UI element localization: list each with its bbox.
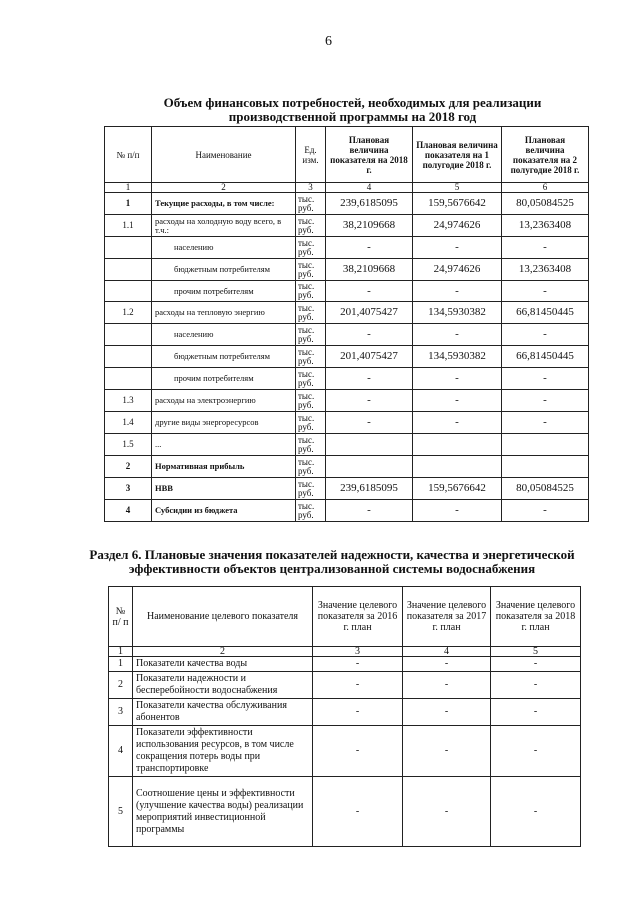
value-2018: - xyxy=(491,777,581,847)
section2-title: Раздел 6. Плановые значения показателей надежности, качества и энергетической эффективности объектов централизованной системы водоснабжения xyxy=(89,547,575,576)
row-name: другие виды энергоресурсов xyxy=(152,412,296,434)
table-row xyxy=(109,726,581,777)
table-row xyxy=(105,193,589,215)
indicator-name: Соотношение цены и эффективности (улучшение качества воды) реализации мероприятий инвестиционной программы xyxy=(133,777,313,847)
value-2017: - xyxy=(403,672,491,699)
column-index: 4 xyxy=(403,647,491,657)
row-name: населению xyxy=(152,324,296,346)
value-2018: - xyxy=(326,390,413,412)
table-row xyxy=(109,777,581,847)
row-unit: тыс. руб. xyxy=(296,456,326,478)
value-2017: - xyxy=(403,777,491,847)
row-unit: тыс. руб. xyxy=(296,281,326,302)
table-row xyxy=(105,456,589,478)
value-2018 xyxy=(326,434,413,456)
value-2018: - xyxy=(326,368,413,390)
column-index: 1 xyxy=(105,183,152,193)
table-row xyxy=(105,434,589,456)
row-unit: тыс. руб. xyxy=(296,237,326,259)
value-h1-2018: - xyxy=(413,368,502,390)
row-unit: тыс. руб. xyxy=(296,324,326,346)
value-2018: - xyxy=(491,699,581,726)
value-h1-2018: 24,974626 xyxy=(413,215,502,237)
row-number xyxy=(105,346,152,368)
row-number xyxy=(105,281,152,302)
value-h2-2018: - xyxy=(502,324,589,346)
value-2018: 38,2109668 xyxy=(326,215,413,237)
indicator-number: 4 xyxy=(109,726,133,777)
indicator-number: 3 xyxy=(109,699,133,726)
value-h1-2018: - xyxy=(413,324,502,346)
column-index: 3 xyxy=(296,183,326,193)
column-index: 6 xyxy=(502,183,589,193)
row-number xyxy=(105,368,152,390)
row-number: 1.4 xyxy=(105,412,152,434)
value-2016: - xyxy=(313,657,403,672)
row-number: 1.2 xyxy=(105,302,152,324)
row-name: НВВ xyxy=(152,478,296,500)
financial-needs-table xyxy=(104,126,589,522)
row-number: 4 xyxy=(105,500,152,522)
column-index: 5 xyxy=(413,183,502,193)
value-2016: - xyxy=(313,726,403,777)
row-number: 3 xyxy=(105,478,152,500)
value-2017: - xyxy=(403,699,491,726)
row-number: 1.3 xyxy=(105,390,152,412)
value-2017: - xyxy=(403,657,491,672)
header-cell: Значение целевого показателя за 2016 г. план xyxy=(313,587,403,647)
row-unit: тыс. руб. xyxy=(296,259,326,281)
value-h1-2018: 134,5930382 xyxy=(413,346,502,368)
value-h2-2018: 13,2363408 xyxy=(502,215,589,237)
column-index: 2 xyxy=(152,183,296,193)
value-2018: 38,2109668 xyxy=(326,259,413,281)
header-cell: Плановая величина показателя на 2018 г. xyxy=(326,127,413,183)
value-2018: - xyxy=(491,726,581,777)
value-h2-2018: 13,2363408 xyxy=(502,259,589,281)
row-number xyxy=(105,259,152,281)
value-2016: - xyxy=(313,672,403,699)
value-h1-2018: - xyxy=(413,237,502,259)
row-name: расходы на холодную воду всего, в т.ч.: xyxy=(152,215,296,237)
value-h2-2018: - xyxy=(502,368,589,390)
value-h1-2018: 24,974626 xyxy=(413,259,502,281)
section1-title: Объем финансовых потребностей, необходимых для реализации производственной программы на 2018 год xyxy=(163,95,542,124)
table-row xyxy=(105,215,589,237)
value-2018: - xyxy=(326,412,413,434)
row-unit: тыс. руб. xyxy=(296,193,326,215)
column-index: 3 xyxy=(313,647,403,657)
value-2018: - xyxy=(326,324,413,346)
header-cell: № п/ п xyxy=(109,587,133,647)
value-h2-2018: - xyxy=(502,412,589,434)
table-row xyxy=(109,699,581,726)
row-number: 2 xyxy=(105,456,152,478)
column-index: 4 xyxy=(326,183,413,193)
row-name: ... xyxy=(152,434,296,456)
value-h2-2018: - xyxy=(502,237,589,259)
row-name: прочим потребителям xyxy=(152,368,296,390)
column-index: 5 xyxy=(491,647,581,657)
table-row xyxy=(105,237,589,259)
row-name: Субсидии из бюджета xyxy=(152,500,296,522)
header-cell: Наименование целевого показателя xyxy=(133,587,313,647)
value-2018: - xyxy=(491,657,581,672)
row-name: населению xyxy=(152,237,296,259)
header-cell: Плановая величина показателя на 2 полугодие 2018 г. xyxy=(502,127,589,183)
target-indicators-table xyxy=(108,586,581,847)
row-unit: тыс. руб. xyxy=(296,215,326,237)
table-row xyxy=(105,346,589,368)
table-row xyxy=(105,412,589,434)
indicator-name: Показатели надежности и бесперебойности водоснабжения xyxy=(133,672,313,699)
table-row xyxy=(105,259,589,281)
page-number: 6 xyxy=(325,34,332,49)
value-h1-2018: 159,5676642 xyxy=(413,478,502,500)
table-row xyxy=(105,324,589,346)
table-row xyxy=(109,657,581,672)
indicator-number: 1 xyxy=(109,657,133,672)
column-index: 1 xyxy=(109,647,133,657)
header-cell: № п/п xyxy=(105,127,152,183)
row-unit: тыс. руб. xyxy=(296,434,326,456)
value-h2-2018: 66,81450445 xyxy=(502,346,589,368)
column-index: 2 xyxy=(133,647,313,657)
value-2016: - xyxy=(313,699,403,726)
row-unit: тыс. руб. xyxy=(296,390,326,412)
row-name: бюджетным потребителям xyxy=(152,259,296,281)
indicator-name: Показатели качества воды xyxy=(133,657,313,672)
row-name: бюджетным потребителям xyxy=(152,346,296,368)
value-h1-2018: - xyxy=(413,412,502,434)
row-unit: тыс. руб. xyxy=(296,500,326,522)
indicator-number: 5 xyxy=(109,777,133,847)
value-2018: 201,4075427 xyxy=(326,346,413,368)
row-unit: тыс. руб. xyxy=(296,478,326,500)
value-2018: 201,4075427 xyxy=(326,302,413,324)
value-h1-2018: - xyxy=(413,500,502,522)
table-row xyxy=(105,281,589,302)
value-h1-2018 xyxy=(413,434,502,456)
row-name: Нормативная прибыль xyxy=(152,456,296,478)
value-h2-2018: - xyxy=(502,390,589,412)
row-number xyxy=(105,324,152,346)
row-name: Текущие расходы, в том числе: xyxy=(152,193,296,215)
header-cell: Ед. изм. xyxy=(296,127,326,183)
value-h2-2018: 66,81450445 xyxy=(502,302,589,324)
value-h2-2018 xyxy=(502,434,589,456)
table-header-row xyxy=(105,127,589,183)
value-h1-2018: 159,5676642 xyxy=(413,193,502,215)
column-index-row xyxy=(109,647,581,657)
column-index-row xyxy=(105,183,589,193)
table-row xyxy=(105,368,589,390)
table-row xyxy=(105,390,589,412)
value-h2-2018 xyxy=(502,456,589,478)
row-unit: тыс. руб. xyxy=(296,412,326,434)
table-row xyxy=(105,500,589,522)
table-header-row xyxy=(109,587,581,647)
table-row xyxy=(105,478,589,500)
value-h2-2018: 80,05084525 xyxy=(502,193,589,215)
row-unit: тыс. руб. xyxy=(296,346,326,368)
value-2018: - xyxy=(326,237,413,259)
row-number xyxy=(105,237,152,259)
table-row xyxy=(109,672,581,699)
value-2018 xyxy=(326,456,413,478)
value-h1-2018: 134,5930382 xyxy=(413,302,502,324)
row-name: расходы на электроэнергию xyxy=(152,390,296,412)
row-unit: тыс. руб. xyxy=(296,302,326,324)
value-h1-2018: - xyxy=(413,281,502,302)
value-2018: - xyxy=(326,281,413,302)
header-cell: Значение целевого показателя за 2017 г. план xyxy=(403,587,491,647)
value-2018: - xyxy=(491,672,581,699)
value-2018: 239,6185095 xyxy=(326,478,413,500)
header-cell: Значение целевого показателя за 2018 г. план xyxy=(491,587,581,647)
value-h2-2018: 80,05084525 xyxy=(502,478,589,500)
indicator-name: Показатели эффективности использования ресурсов, в том числе сокращения потерь воды при транспортировке xyxy=(133,726,313,777)
row-name: прочим потребителям xyxy=(152,281,296,302)
indicator-name: Показатели качества обслуживания абонентов xyxy=(133,699,313,726)
row-number: 1.5 xyxy=(105,434,152,456)
value-h1-2018 xyxy=(413,456,502,478)
row-number: 1 xyxy=(105,193,152,215)
value-h1-2018: - xyxy=(413,390,502,412)
table-row xyxy=(105,302,589,324)
value-h2-2018: - xyxy=(502,281,589,302)
row-unit: тыс. руб. xyxy=(296,368,326,390)
row-name: расходы на тепловую энергию xyxy=(152,302,296,324)
header-cell: Плановая величина показателя на 1 полугодие 2018 г. xyxy=(413,127,502,183)
value-h2-2018: - xyxy=(502,500,589,522)
header-cell: Наименование xyxy=(152,127,296,183)
indicator-number: 2 xyxy=(109,672,133,699)
value-2018: 239,6185095 xyxy=(326,193,413,215)
row-number: 1.1 xyxy=(105,215,152,237)
value-2017: - xyxy=(403,726,491,777)
value-2018: - xyxy=(326,500,413,522)
value-2016: - xyxy=(313,777,403,847)
